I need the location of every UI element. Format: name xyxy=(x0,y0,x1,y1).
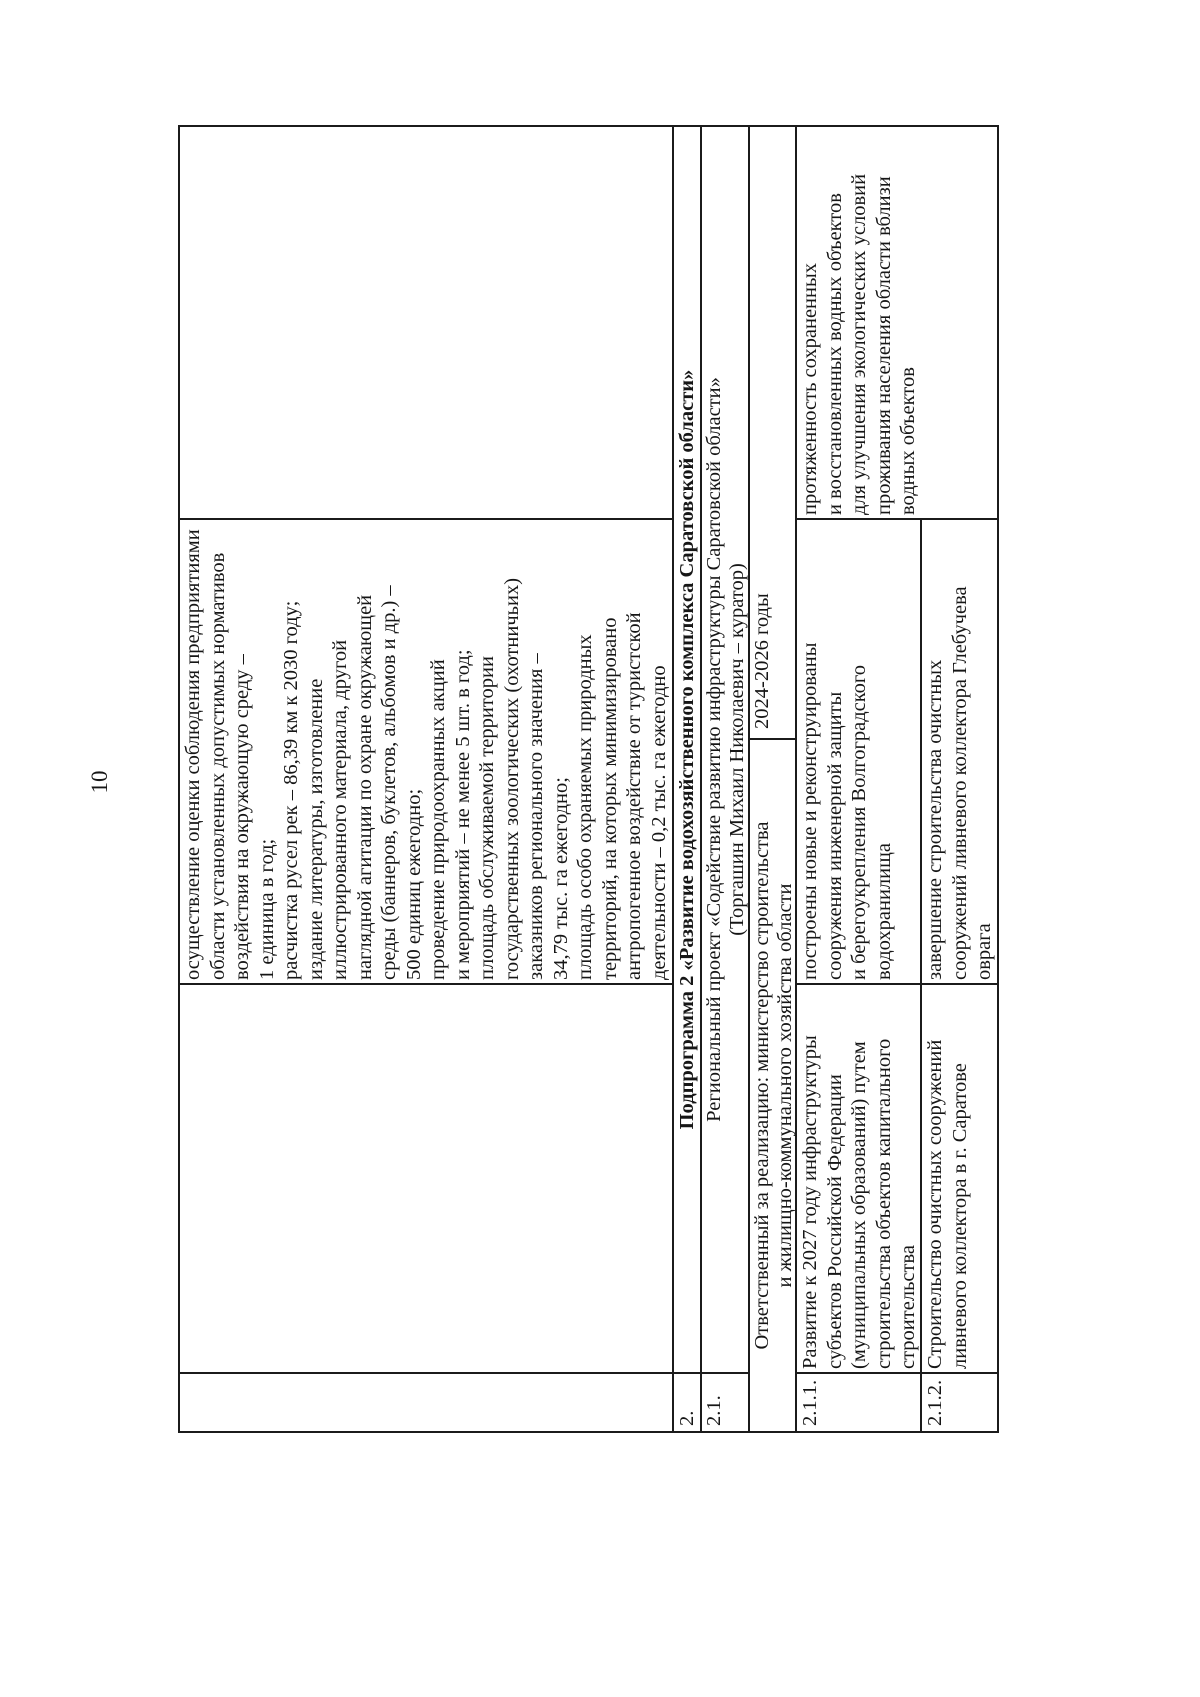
implementation-period: 2024-2026 годы xyxy=(748,125,797,740)
empty-number-cell xyxy=(178,1372,674,1433)
task-description: Развитие к 2027 году инфраструктуры субъектов Российской Федерации (муниципальных образований) путем строительства объектов капитального строительства xyxy=(795,983,922,1374)
subprogram-number: 2. xyxy=(672,1372,702,1433)
responsible-executor: Ответственный за реализацию: министерство строительства и жилищно-коммунального хозяйства области xyxy=(748,738,797,1433)
program-table xyxy=(178,125,999,1433)
page-number: 10 xyxy=(87,770,112,794)
empty-indicator-cell xyxy=(178,125,674,520)
row-number: 2.1.2. xyxy=(920,1372,999,1433)
row-number: 2.1.1. xyxy=(795,1372,922,1433)
regional-project-title: Региональный проект «Содействие развитию инфраструктуры Саратовской области» (Торгашин Михаил Николаевич – куратор) xyxy=(700,125,750,1374)
continued-indicators-cell: осуществление оценки соблюдения предприятиями области установленных допустимых нормативов воздействия на окружающую среду – 1 единица в год; расчистка русел рек – 86,39 км к 2030 году; издание литературы, изготовление иллюстрированного материала, другой наглядной агитации по охране окружающей среды (баннеров, буклетов, альбомов и др.) – 500 единиц ежегодно; проведение природоохранных акций и мероприятий – не менее 5 шт. в год; площадь обслуживаемой территории государственных зоологических (охотничьих) заказников регионального значения – 34,79 тыс. га ежегодно; площадь особо охраняемых природных территорий, на которых минимизировано антропогенное воздействие от туристской деятельности – 0,2 тыс. га ежегодно xyxy=(178,518,674,985)
target-indicator: протяженность сохраненных и восстановленных водных объектов для улучшения экологических условий проживания населения области вблизи водных объектов xyxy=(795,125,999,520)
empty-task-cell xyxy=(178,983,674,1374)
subprogram-title: Подпрограмма 2 «Развитие водохозяйственного комплекса Саратовской области» xyxy=(672,125,702,1374)
regional-project-number: 2.1. xyxy=(700,1372,750,1433)
expected-result: завершение строительства очистных сооружений ливневого коллектора Глебучева оврага xyxy=(920,518,999,985)
task-description: Строительство очистных сооружений ливневого коллектора в г. Саратове xyxy=(920,983,999,1374)
expected-result: построены новые и реконструированы сооружения инженерной защиты и берегоукрепления Волгоградского водохранилища xyxy=(795,518,922,985)
